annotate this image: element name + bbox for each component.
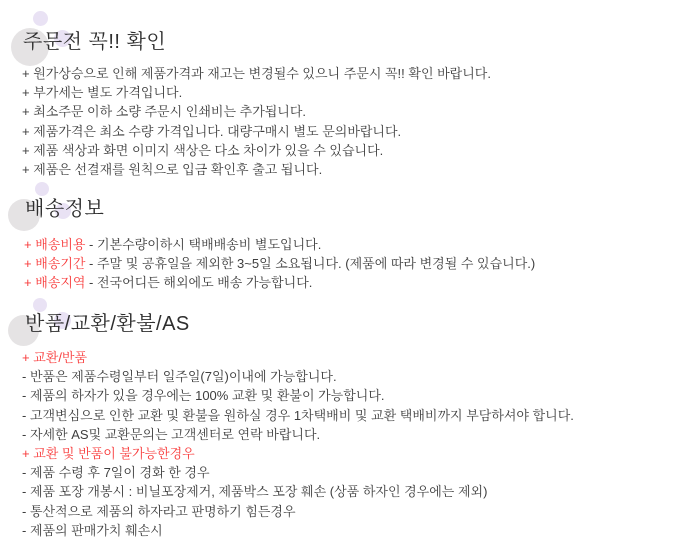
section-heading: 배송정보 (25, 198, 105, 220)
notice-line-text: - 전국어디든 해외에도 배송 가능합니다. (85, 275, 313, 291)
notice-line-text: - 제품의 판매가치 훼손시 (22, 522, 163, 538)
notice-line-red-label: + 배송기간 (24, 256, 86, 272)
notice-line-text: + 원가상승으로 인해 제품가격과 재고는 변경될수 있으니 주문시 꼭!! 확인 바랍니다. (22, 66, 491, 81)
section-heading: 주문전 꼭!! 확인 (23, 31, 167, 53)
notice-line-red-label: + 배송지역 (24, 275, 86, 291)
decor-circle-purple-small (33, 11, 48, 26)
notice-line (22, 521, 574, 540)
notice-line (24, 254, 535, 273)
notice-line (22, 502, 574, 521)
notice-line (22, 482, 574, 501)
notice-line-text: - 고객변심으로 인한 교환 및 환불을 원하실 경우 1차택배비 및 교환 택배비까지 부담하셔야 합니다. (22, 407, 574, 423)
notice-line-text: + 제품 색상과 화면 이미지 색상은 다소 차이가 있을 수 있습니다. (22, 142, 384, 158)
notice-line (22, 406, 574, 425)
notice-line-red-label: + 교환/반품 (22, 350, 88, 365)
notice-line-red-label: + 교환 및 반품이 불가능한경우 (22, 446, 195, 462)
order-check-list (22, 64, 491, 179)
notice-line-text: - 자세한 AS및 교환문의는 고객센터로 연락 바랍니다. (22, 426, 321, 442)
notice-line-text: + 부가세는 별도 가격입니다. (22, 85, 183, 101)
notice-line (22, 160, 491, 179)
notice-line-text: - 제품의 하자가 있을 경우에는 100% 교환 및 환불이 가능합니다. (22, 388, 385, 404)
notice-line (22, 348, 574, 367)
notice-line (22, 141, 491, 160)
notice-line (22, 83, 491, 102)
notice-line-text: - 제품 수령 후 7일이 경화 한 경우 (22, 465, 210, 481)
notice-line (22, 102, 491, 121)
section-heading: 반품/교환/환불/AS (25, 313, 190, 335)
notice-line (22, 122, 491, 141)
notice-line (22, 367, 574, 386)
notice-line-text: - 주말 및 공휴일을 제외한 3~5일 소요됩니다. (제품에 따라 변경될 수 있습니다.) (85, 256, 536, 272)
notice-line-text: - 기본수량이하시 택배배송비 별도입니다. (85, 237, 322, 252)
notice-line (24, 235, 535, 254)
notice-line (22, 463, 574, 482)
notice-line-text: + 제품가격은 최소 수량 가격입니다. 대량구매시 별도 문의바랍니다. (22, 123, 402, 139)
notice-line-red-label: + 배송비용 (24, 237, 86, 252)
shipping-info-list (24, 235, 535, 293)
notice-line-text: + 최소주문 이하 소량 주문시 인쇄비는 추가됩니다. (22, 104, 307, 120)
notice-line (22, 444, 574, 463)
notice-line (24, 273, 535, 292)
notice-line-text: + 제품은 선결재를 원칙으로 입금 확인후 출고 됩니다. (22, 162, 323, 178)
return-exchange-list (22, 348, 574, 540)
notice-line (22, 386, 574, 405)
notice-line-text: - 반품은 제품수령일부터 일주일(7일)이내에 가능합니다. (22, 369, 337, 385)
notice-line-text: - 제품 포장 개봉시 : 비닐포장제거, 제품박스 포장 훼손 (상품 하자인 경우에는 제외) (22, 484, 488, 500)
notice-line (22, 64, 491, 83)
notice-line (22, 425, 574, 444)
notice-line-text: - 통산적으로 제품의 하자라고 판명하기 힘든경우 (22, 503, 296, 519)
